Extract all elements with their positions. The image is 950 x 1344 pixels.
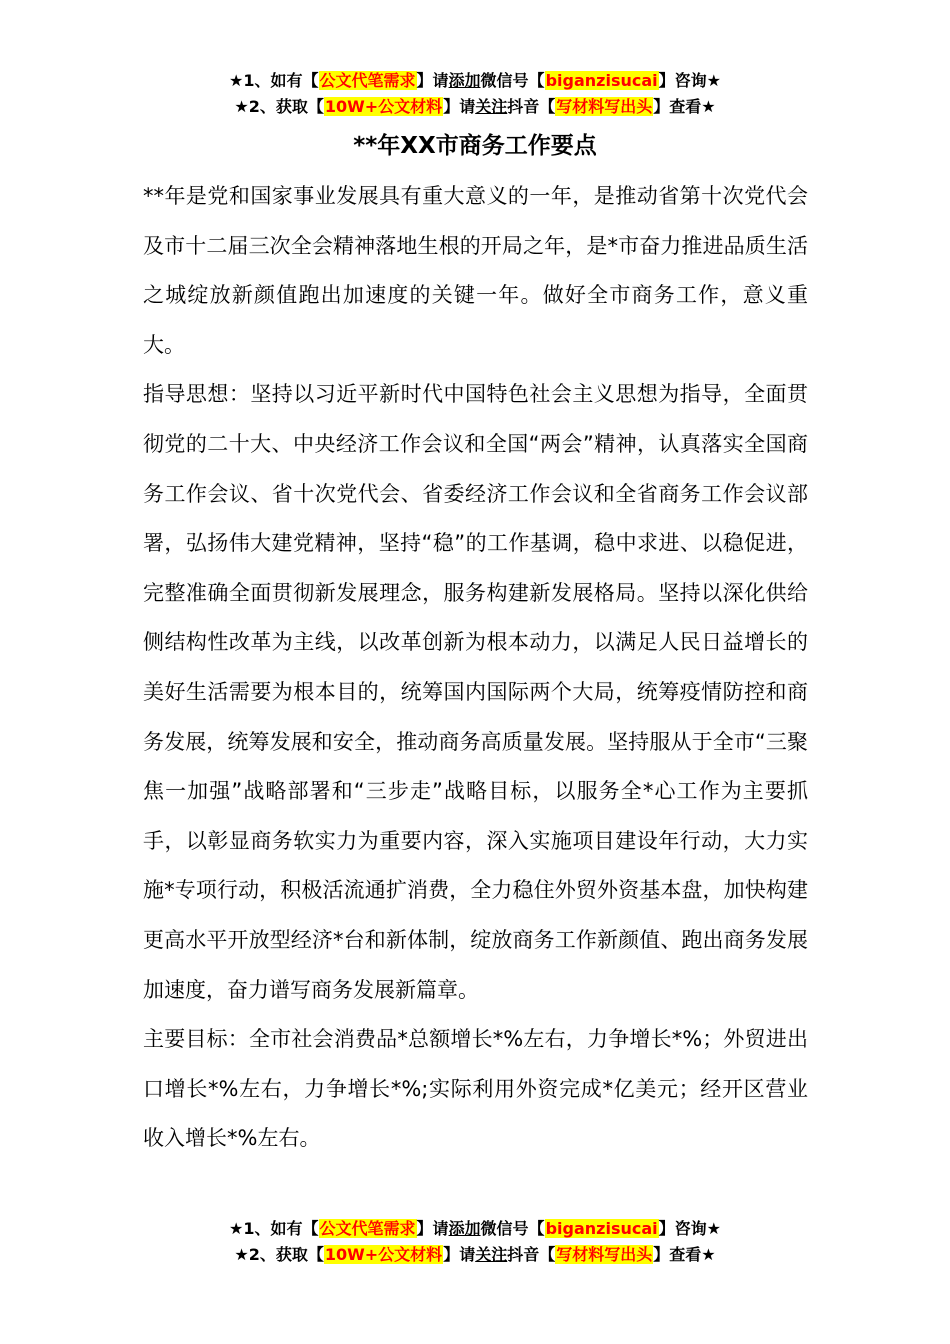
banner-highlight: 公文代笔需求 — [319, 1219, 416, 1238]
footer-banner — [0, 1216, 950, 1268]
banner-text: 】请 — [416, 1219, 449, 1238]
banner-line-1 — [0, 1216, 950, 1242]
banner-highlight: biganzisucai — [545, 71, 658, 90]
banner-highlight: 写材料写出头 — [556, 97, 653, 116]
banner-text: ★2、获取【 — [234, 1245, 324, 1264]
banner-line-2 — [0, 1242, 950, 1268]
banner-text: 抖音【 — [507, 1245, 556, 1264]
banner-underlined: 关注 — [475, 1245, 508, 1264]
banner-text: ★2、获取【 — [234, 97, 324, 116]
banner-line-2 — [0, 94, 950, 120]
banner-highlight: 公文代笔需求 — [319, 71, 416, 90]
banner-text: 】请 — [443, 97, 476, 116]
banner-text: 】咨询★ — [658, 71, 721, 90]
banner-text: 微信号【 — [480, 1219, 545, 1238]
paragraph-intro: **年是党和国家事业发展具有重大意义的一年，是推动省第十次党代会及市十二届三次全会精神落地生根的开局之年，是*市奋力推进品质生活之城绽放新颜值跑出加速度的关键一年。做好全市商务工作，意义重大。 — [143, 184, 808, 357]
banner-underlined: 关注 — [475, 97, 508, 116]
banner-line-1 — [0, 68, 950, 94]
banner-text: ★1、如有【 — [229, 1219, 319, 1238]
banner-text: ★1、如有【 — [229, 71, 319, 90]
banner-text: 抖音【 — [507, 97, 556, 116]
paragraph-guiding-thought: 指导思想：坚持以习近平新时代中国特色社会主义思想为指导，全面贯彻党的二十大、中央经济工作会议和全国“两会”精神，认真落实全国商务工作会议、省十次党代会、省委经济工作会议和全省商务工作会议部署，弘扬伟大建党精神，坚持“稳”的工作基调，稳中求进、以稳促进，完整准确全面贯彻新发展理念，服务构建新发展格局。坚持以深化供给侧结构性改革为主线，以改革创新为根本动力，以满足人民日益增长的美好生活需要为根本目的，统筹国内国际两个大局，统筹疫情防控和商务发展，统筹发展和安全，推动商务高质量发展。坚持服从于全市“三聚焦一加强”战略部署和“三步走”战略目标，以服务全*心工作为主要抓手，以彰显商务软实力为重要内容，深入实施项目建设年行动，大力实施*专项行动，积极活流通扩消费，全力稳住外贸外资基本盘，加快构建更高水平开放型经济*台和新体制，绽放商务工作新颜值、跑出商务发展加速度，奋力谱写商务发展新篇章。 — [143, 382, 808, 1002]
banner-highlight: 10W+公文材料 — [324, 1245, 443, 1264]
header-banner — [0, 68, 950, 120]
paragraph-main-goals: 主要目标：全市社会消费品*总额增长*%左右，力争增长*%；外贸进出口增长*%左右，力争增长*%;实际利用外资完成*亿美元；经开区营业收入增长*%左右。 — [143, 1027, 808, 1151]
banner-text: 】咨询★ — [658, 1219, 721, 1238]
banner-text: 】请 — [443, 1245, 476, 1264]
banner-highlight: 写材料写出头 — [556, 1245, 653, 1264]
banner-underlined: 添加 — [448, 71, 481, 90]
banner-highlight: 10W+公文材料 — [324, 97, 443, 116]
document-title: **年XX市商务工作要点 — [353, 133, 597, 159]
banner-text: 】查看★ — [653, 1245, 716, 1264]
banner-underlined: 添加 — [448, 1219, 481, 1238]
document-body — [143, 172, 808, 1164]
banner-text: 】请 — [416, 71, 449, 90]
banner-highlight: biganzisucai — [545, 1219, 658, 1238]
banner-text: 微信号【 — [480, 71, 545, 90]
banner-text: 】查看★ — [653, 97, 716, 116]
